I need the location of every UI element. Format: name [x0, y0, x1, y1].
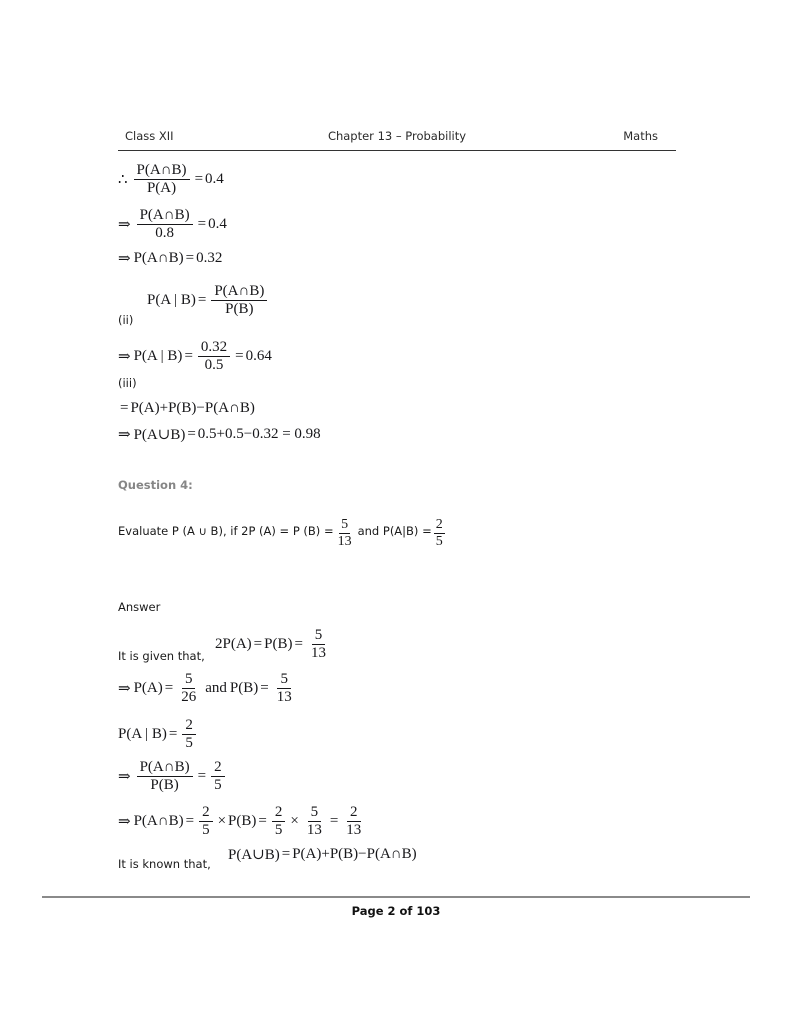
equation-5-equals-2: =: [235, 348, 244, 365]
equation-12-equals: =: [185, 813, 195, 830]
equation-11-denominator-1: P(B): [150, 777, 179, 794]
question-text-part-1: Evaluate P (A ∪ B), if 2P (A) = P (B) =: [118, 524, 334, 538]
equation-11-denominator-2: 5: [214, 777, 222, 794]
question-fraction-1: [336, 518, 354, 549]
equation-13: [228, 845, 417, 864]
equation-12: [118, 805, 367, 839]
equation-2-equals: =: [197, 216, 207, 233]
equation-12-numerator-4: 2: [347, 805, 361, 822]
equation-4-fraction: [211, 284, 267, 318]
equation-7-lead: ⇒: [118, 427, 131, 443]
equation-4-equals: =: [197, 292, 207, 309]
equation-8-mid: P(B): [264, 636, 293, 653]
equation-2-fraction: [137, 208, 193, 242]
footer-divider: [42, 896, 750, 898]
equation-12-mid: P(B): [228, 813, 257, 830]
equation-12-fraction-4: [343, 805, 364, 839]
equation-5-denominator: 0.5: [204, 357, 224, 374]
equation-1-fraction: [134, 163, 190, 197]
equation-10-equals: =: [168, 726, 178, 743]
equation-3-lead: ⇒: [118, 251, 131, 267]
equation-10-numerator: 2: [182, 718, 196, 735]
equation-12-numerator-2: 2: [272, 805, 286, 822]
equation-12-fraction-3: [304, 805, 325, 839]
equation-1-value: 0.4: [205, 171, 224, 188]
equation-1-lead: ∴: [118, 172, 128, 189]
equation-12-lead: ⇒: [118, 814, 131, 831]
equation-3-value: 0.32: [196, 250, 223, 266]
equation-8-fraction: [308, 628, 329, 662]
equation-3: [118, 249, 222, 268]
question-text: [118, 517, 447, 556]
header-chapter-title: Chapter 13 – Probability: [327, 129, 467, 143]
equation-9-denominator-2: 13: [276, 689, 292, 706]
page-header: [118, 128, 676, 151]
equation-2-lead: ⇒: [118, 217, 131, 234]
equation-7: [118, 425, 321, 444]
equation-12-equals-3: =: [329, 813, 339, 830]
question-fraction-2-numerator: 2: [435, 517, 443, 532]
equation-1-denominator: P(A): [146, 180, 177, 197]
equation-7-equals: =: [187, 426, 196, 442]
equation-9-lhs: P(A): [133, 680, 163, 697]
equation-11-lead: ⇒: [118, 769, 131, 786]
equation-8-denominator: 13: [310, 645, 326, 662]
equation-7-rhs: 0.5+0.5−0.32 = 0.98: [197, 426, 321, 442]
equation-11-fraction-1: [137, 760, 193, 794]
equation-8: [215, 628, 332, 662]
equation-9-numerator-1: 5: [182, 672, 196, 689]
equation-5: [118, 340, 272, 374]
equation-8-equals: =: [253, 636, 263, 653]
equation-9-lead: ⇒: [118, 681, 131, 698]
equation-3-expression: P(A∩B): [133, 250, 184, 266]
equation-9-fraction-2: [274, 672, 295, 706]
equation-10-denominator: 5: [185, 735, 193, 752]
equation-5-fraction: [198, 340, 230, 374]
equation-9-equals-2: =: [260, 680, 269, 697]
equation-11-equals: =: [197, 768, 207, 785]
equation-9-conjunction: and: [205, 680, 227, 697]
equation-6-equals: =: [120, 400, 129, 416]
question-heading: Question 4:: [118, 478, 193, 492]
equation-12-denominator-2: 5: [274, 822, 283, 839]
equation-1-numerator: P(A∩B): [134, 163, 190, 180]
equation-10-fraction: [182, 718, 196, 752]
equation-4-expression: P(A | B): [147, 292, 196, 309]
equation-5-value: 0.64: [245, 348, 272, 365]
equation-12-denominator-4: 13: [346, 822, 362, 839]
equation-7-expression: P(A∪B): [133, 427, 186, 443]
equation-1-equals: =: [194, 171, 204, 188]
equation-4-denominator: P(B): [225, 301, 254, 318]
equation-12-numerator-3: 5: [308, 805, 322, 822]
given-label: It is given that,: [118, 649, 205, 663]
equation-9-fraction-1: [178, 672, 199, 706]
equation-9-mid: P(B): [229, 680, 259, 697]
equation-11-numerator-2: 2: [211, 760, 225, 777]
equation-13-rhs: P(A)+P(B)−P(A∩B): [292, 846, 417, 862]
equation-12-denominator-1: 5: [202, 822, 210, 839]
equation-11-fraction-2: [211, 760, 225, 794]
header-subject-label: Maths: [623, 129, 658, 143]
header-class-label: Class XII: [125, 129, 174, 143]
question-fraction-1-denominator: 13: [337, 534, 352, 549]
equation-2: [118, 208, 227, 242]
footer-page-number: Page 2 of 103: [351, 904, 441, 918]
equation-10: [118, 718, 199, 752]
part-label-ii: (ii): [118, 313, 134, 327]
equation-8-numerator: 5: [312, 628, 326, 645]
equation-12-denominator-3: 13: [306, 822, 322, 839]
equation-5-numerator: 0.32: [198, 340, 230, 357]
equation-12-fraction-2: [272, 805, 286, 839]
equation-8-equals-2: =: [294, 636, 303, 653]
equation-6: [118, 400, 255, 417]
equation-12-equals-2: =: [258, 813, 267, 830]
equation-10-lhs: P(A | B): [118, 726, 167, 743]
equation-12-times-1: ×: [217, 813, 227, 830]
equation-3-equals: =: [185, 250, 195, 266]
equation-12-numerator-1: 2: [199, 805, 213, 822]
equation-13-lhs: P(A∪B): [228, 847, 280, 863]
equation-6-rhs: P(A)+P(B)−P(A∩B): [130, 400, 255, 416]
part-label-iii: (iii): [118, 376, 137, 390]
equation-13-equals: =: [281, 846, 291, 862]
equation-5-expression: P(A | B): [133, 348, 183, 365]
question-fraction-2-denominator: 5: [435, 534, 443, 549]
known-label: It is known that,: [118, 857, 211, 871]
equation-2-value: 0.4: [208, 216, 227, 233]
equation-2-numerator: P(A∩B): [137, 208, 193, 225]
equation-2-denominator: 0.8: [155, 225, 174, 242]
equation-12-times-2: ×: [290, 813, 299, 830]
equation-11: [118, 760, 228, 794]
answer-label: Answer: [118, 600, 161, 614]
equation-9: [118, 672, 298, 706]
equation-4: [147, 284, 270, 318]
equation-4-numerator: P(A∩B): [211, 284, 267, 301]
equation-1: [118, 163, 224, 197]
equation-8-lhs: 2P(A): [215, 636, 252, 653]
equation-12-fraction-1: [199, 805, 213, 839]
equation-9-denominator-1: 26: [181, 689, 197, 706]
question-fraction-2: [434, 518, 445, 549]
equation-5-lead: ⇒: [118, 349, 131, 366]
equation-11-numerator-1: P(A∩B): [137, 760, 193, 777]
equation-9-numerator-2: 5: [277, 672, 291, 689]
equation-9-equals: =: [164, 680, 174, 697]
question-text-part-2: and P(A|B) =: [357, 524, 432, 538]
question-fraction-1-numerator: 5: [341, 517, 349, 532]
equation-12-lhs: P(A∩B): [133, 813, 184, 830]
equation-5-equals: =: [184, 348, 193, 365]
